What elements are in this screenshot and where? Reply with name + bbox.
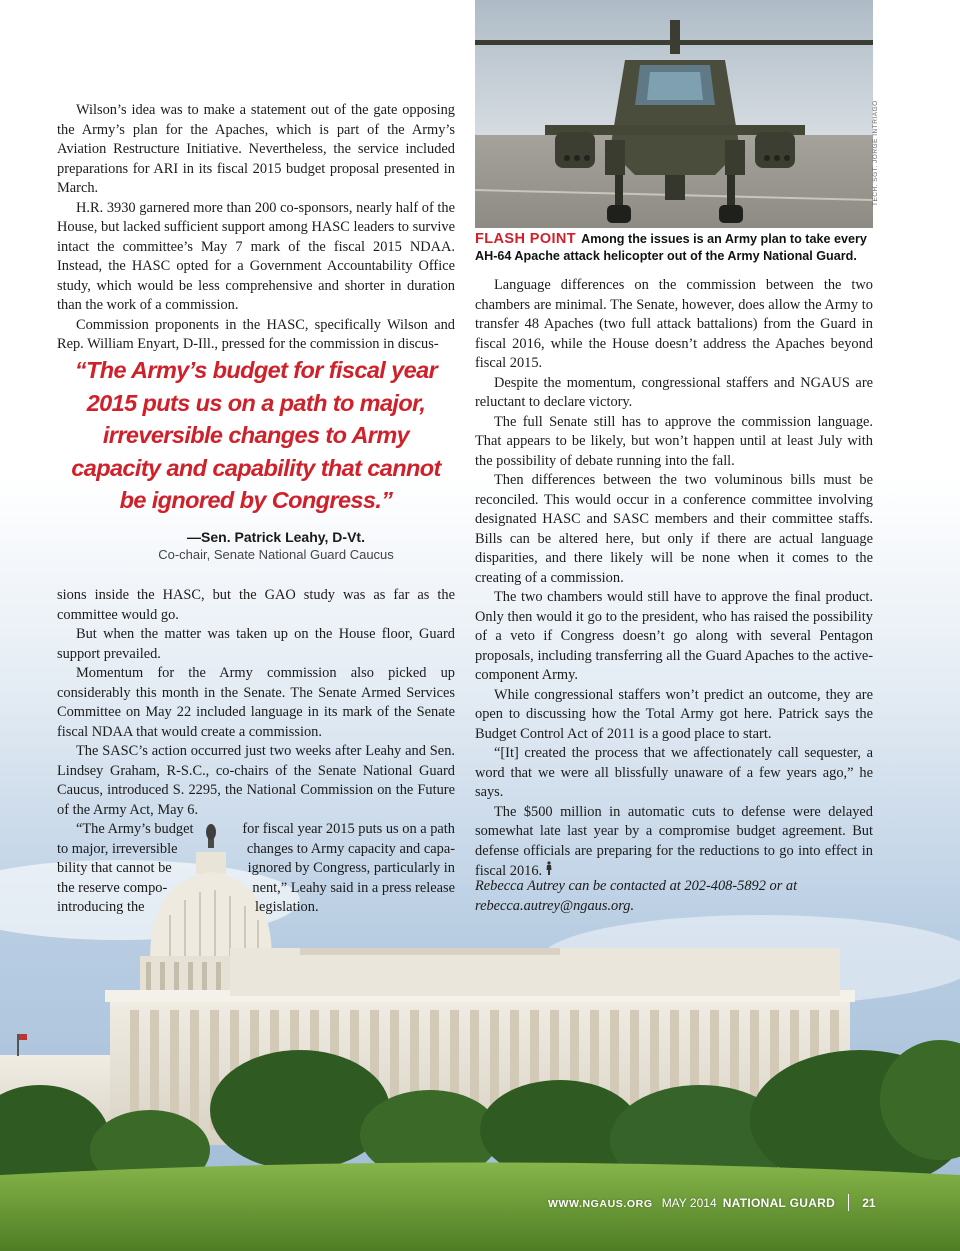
photo-credit: TECH. SGT. JORGE INTRIAGO [872, 100, 879, 206]
paragraph: Language differences on the commission between the two chambers are minimal. The Senate, however, does allow the Army to transfer 48 Apaches (two full attack battalions) from the Guard in fiscal 2016, while the House doesn’t address the Apaches beyond fiscal 2015. [475, 277, 873, 371]
wrap-line: “The Army’s budget [76, 821, 194, 837]
paragraph: The full Senate still has to approve the commission language. That appears to be likely, but won’t happen until at least July with the possibility of debate running into the fall. [475, 413, 873, 469]
wrap-text-left [57, 820, 203, 918]
dome-wrapped-paragraph [57, 820, 455, 918]
paragraph: While congressional staffers won’t predict an outcome, they are open to discussing how the Total Army got here. Patrick says the Budget Control Act of 2011 is a good place to start. [475, 686, 873, 742]
paragraph: But when the matter was taken up on the House floor, Guard support prevailed. [57, 626, 455, 662]
caption-kicker: FLASH POINT [475, 231, 577, 247]
wrap-line: to major, irreversible [57, 840, 178, 857]
paragraph: The SASC’s action occurred just two weeks after Leahy and Sen. Lindsey Graham, R-S.C., co-chairs of the Senate National Guard Caucus, introduced S. 2295, the National Commission on the Future of the Army Act, May 6. [57, 743, 455, 818]
footer-date: MAY 2014 [661, 1196, 717, 1210]
paragraph: Commission proponents in the HASC, specifically Wilson and Rep. William Enyart, D-Ill., pressed for the commission in discus- [57, 316, 455, 352]
wrap-line: the reserve compo- [57, 879, 168, 896]
pull-quote [57, 354, 455, 562]
paragraph: “[It] created the process that we affectionately call sequester, a word that we were all blissfully unaware of a few years ago,” he says. [475, 745, 873, 800]
wrap-line: bility that cannot be [57, 860, 172, 876]
pull-quote-title: Co-chair, Senate National Guard Caucus [158, 546, 394, 562]
wrap-line: changes to Army capacity and capa- [246, 840, 455, 857]
right-column [475, 276, 873, 882]
minuteman-end-mark-icon [545, 861, 553, 875]
paragraph-continuation: sions inside the HASC, but the GAO study was as far as the committee would go. [57, 587, 455, 623]
wrap-line: ignored by Congress, particularly in [247, 860, 455, 876]
apache-helicopter-photo [475, 0, 873, 228]
footer-magazine-name: NATIONAL GUARD [722, 1196, 836, 1210]
paragraph: The $500 million in automatic cuts to defense were delayed somewhat late last year by a compromise budget agreement. But defense officials are preparing for the reductions to go into effect in fiscal 2016. [475, 803, 873, 879]
paragraph: The two chambers would still have to approve the final product. Only then would it go to the president, who has raised the possibility of a veto if Congress doesn’t go along with several Pentagon proposals, including transferring all the Guard Apaches to the active-component Army. [475, 589, 873, 683]
left-column-top [57, 101, 455, 355]
wrap-line: for fiscal year 2015 puts us on a path [242, 821, 455, 837]
paragraph: Despite the momentum, congressional staffers and NGAUS are reluctant to declare victory. [475, 374, 873, 410]
wrap-line: introducing the [57, 899, 145, 915]
pull-quote-text: “The Army’s budget for fiscal year 2015 puts us on a path to major, irreversible changes to Army capacity and capability that cannot be ignored by Congress.” [71, 357, 441, 513]
wrap-line: nent,” Leahy said in a press release [252, 879, 455, 896]
paragraph: H.R. 3930 garnered more than 200 co-sponsors, nearly half of the House, but lacked sufficient support among HASC leaders to survive intact the committee’s May 7 mark of the fiscal 2015 NDAA. Instead, the HASC opted for a Government Accountability Office study, which would be less comprehensive and shorter in duration than the work of a commission. [57, 199, 455, 313]
paragraph: Momentum for the Army commission also picked up considerably this month in the Senate. The Senate Armed Services Committee on May 22 included language in its mark of the Senate fiscal NDAA that would create a commission. [57, 665, 455, 740]
page-number: 21 [862, 1196, 876, 1210]
paragraph: Then differences between the two voluminous bills must be reconciled. This would occur in a conference committee involving designated HASC and SASC members and their committee staffs. Bills can be altered here, but only if there are actual language disparities, and there likely will be none when it comes to the creating of a commission. [475, 472, 873, 586]
wrap-line: legislation. [255, 899, 319, 915]
page-footer [548, 1194, 878, 1211]
author-contact: Rebecca Autrey can be contacted at 202-408-5892 or at rebecca.autrey@ngaus.org. [475, 878, 798, 914]
pull-quote-attribution: —Sen. Patrick Leahy, D-Vt. [187, 528, 365, 545]
caption-text: Among the issues is an Army plan to take every AH-64 Apache attack helicopter out of the Army National Guard. [475, 232, 867, 263]
footer-url[interactable]: WWW.NGAUS.ORG [548, 1198, 653, 1210]
paragraph: Wilson’s idea was to make a statement out of the gate opposing the Army’s plan for the Apaches, which is part of the Army’s Aviation Restructure Initiative. Nevertheless, the service included preparations for ARI in its fiscal 2015 budget proposal presented in March. [57, 102, 455, 196]
left-column-bottom [57, 586, 455, 820]
photo-caption [475, 231, 875, 265]
footer-divider [848, 1194, 849, 1211]
wrap-text-right [219, 820, 455, 918]
